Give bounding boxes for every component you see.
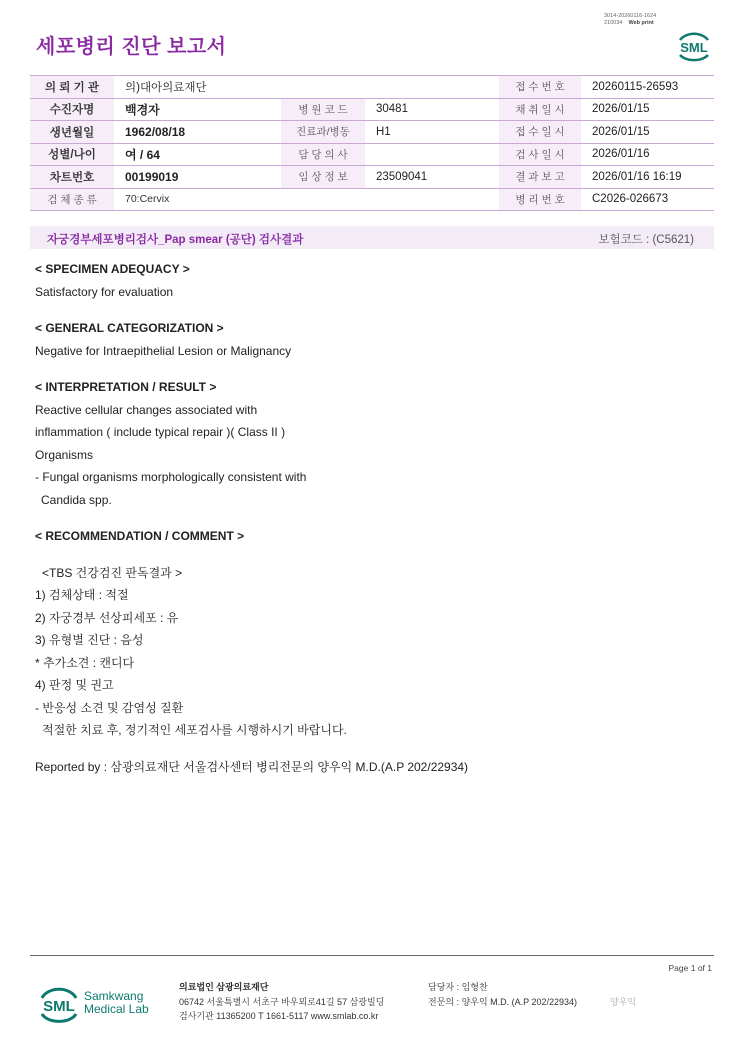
interpretation-line: Reactive cellular changes associated with: [35, 402, 258, 417]
patient-name: 백경자: [114, 98, 281, 121]
label-physician: 담 당 의 사: [281, 143, 365, 166]
physician: [365, 143, 499, 166]
sex-age: 여 / 64: [114, 143, 281, 166]
table-row: [30, 188, 714, 211]
signature: 양우익: [610, 997, 637, 1007]
lab-phone-line: 검사기관 11365200 T 1661-5117 www.smlab.co.kr: [179, 1011, 379, 1021]
interpretation-line: inflammation ( include typical repair )( Class II ): [35, 425, 286, 439]
section-heading-general: < GENERAL CATEGORIZATION >: [35, 321, 224, 335]
sml-footer-logo: [37, 982, 81, 1026]
collection-date: 2026/01/15: [581, 98, 714, 121]
adequacy-text: Satisfactory for evaluation: [35, 284, 174, 299]
test-title: 자궁경부세포병리검사_Pap smear (공단) 검사결과: [47, 234, 304, 246]
result-body: [35, 258, 705, 778]
label-pathology-number: 병 리 번 호: [499, 188, 581, 211]
sml-logo: [674, 28, 714, 64]
label-sex-age: 성별/나이: [30, 143, 114, 166]
test-title-bar: [30, 226, 714, 249]
test-date: 2026/01/16: [581, 143, 714, 166]
label-requesting-institution: 의 뢰 기 관: [30, 76, 114, 99]
interpretation-line: Organisms: [35, 447, 94, 462]
recommendation-line: 적절한 치료 후, 정기적인 세포검사를 시행하시기 바랍니다.: [42, 723, 347, 737]
receipt-date: 2026/01/15: [581, 121, 714, 144]
table-row: [30, 143, 714, 166]
label-result-report: 결 과 보 고: [499, 166, 581, 189]
specialist: 전문의 : 양우익 M.D. (A.P 202/22934): [428, 996, 578, 1007]
recommendation-line: 1) 검체상태 : 적절: [35, 588, 129, 602]
lab-org: 의료법인 삼광의료재단: [179, 982, 269, 992]
clinical-info: 23509041: [365, 166, 499, 189]
label-department: 진료과/병동: [281, 121, 365, 144]
web-print-label: Web print: [628, 19, 654, 26]
recommendation-line: <TBS 건강검진 판독결과 >: [42, 565, 183, 580]
label-receipt-date: 접 수 일 시: [499, 121, 581, 144]
interpretation-line: Candida spp.: [41, 492, 112, 507]
pathology-number: C2026-026673: [581, 188, 714, 211]
label-patient-name: 수진자명: [30, 98, 114, 121]
label-receipt-number: 접 수 번 호: [499, 76, 581, 99]
department: H1: [365, 121, 499, 144]
recommendation-line: - 반응성 소견 및 감염성 질환: [35, 700, 184, 715]
print-code-2: 210034: [604, 19, 623, 26]
section-heading-interpretation: < INTERPRETATION / RESULT >: [35, 380, 217, 394]
lab-name-line2: Medical Lab: [84, 1002, 149, 1016]
contact-block: [428, 980, 577, 1009]
recommendation-line: 2) 자궁경부 선상피세포 : 유: [35, 610, 179, 625]
patient-info-table: [30, 75, 714, 211]
birth-date: 1962/08/18: [114, 121, 281, 144]
recommendation-line: 3) 유형별 진단 : 음성: [35, 633, 144, 647]
label-specimen-type: 검 체 종 류: [30, 188, 114, 211]
table-row: [30, 76, 714, 99]
reported-by: Reported by : 삼광의료재단 서울검사센터 병리전문의 양우익 M.D.(A.P 202/22934): [35, 759, 469, 774]
requesting-institution: 의)대아의료재단: [114, 76, 499, 99]
label-chart-number: 차트번호: [30, 166, 114, 189]
result-report-date: 2026/01/16 16:19: [581, 166, 714, 189]
page-number: Page 1 of 1: [668, 963, 712, 973]
table-row: [30, 166, 714, 189]
lab-name: [84, 990, 149, 1016]
general-text: Negative for Intraepithelial Lesion or Malignancy: [35, 343, 292, 358]
footer-divider: [30, 955, 714, 956]
section-heading-recommendation: < RECOMMENDATION / COMMENT >: [35, 529, 245, 543]
insurance-code: 보험코드 : (C5621): [598, 234, 694, 246]
recommendation-line: 4) 판정 및 권고: [35, 678, 114, 692]
section-heading-adequacy: < SPECIMEN ADEQUACY >: [35, 262, 190, 276]
table-row: [30, 98, 714, 121]
label-collection-date: 채 취 일 시: [499, 98, 581, 121]
specimen-type: 70:Cervix: [114, 188, 499, 211]
lab-address-line: 06742 서울특별시 서초구 바우뫼로41길 57 삼광빌딩: [179, 996, 385, 1007]
print-meta: [604, 13, 656, 26]
lab-address: [179, 980, 384, 1024]
lab-name-line1: Samkwang: [84, 989, 144, 1003]
label-hospital-code: 병 원 코 드: [281, 98, 365, 121]
sml-logo-text: SML: [680, 40, 708, 55]
table-row: [30, 121, 714, 144]
receipt-number: 20260115-26593: [581, 76, 714, 99]
label-clinical-info: 임 상 정 보: [281, 166, 365, 189]
interpretation-line: - Fungal organisms morphologically consistent with: [35, 470, 307, 484]
hospital-code: 30481: [365, 98, 499, 121]
print-code: 3014-20260116-1624: [604, 13, 657, 19]
manager: 담당자 : 임형찬: [428, 982, 488, 992]
sml-footer-logo-text: SML: [43, 998, 75, 1015]
label-test-date: 검 사 일 시: [499, 143, 581, 166]
report-title: 세포병리 진단 보고서: [36, 36, 227, 58]
label-birth-date: 생년월일: [30, 121, 114, 144]
chart-number: 00199019: [114, 166, 281, 189]
recommendation-line: * 추가소견 : 캔디다: [35, 655, 135, 670]
